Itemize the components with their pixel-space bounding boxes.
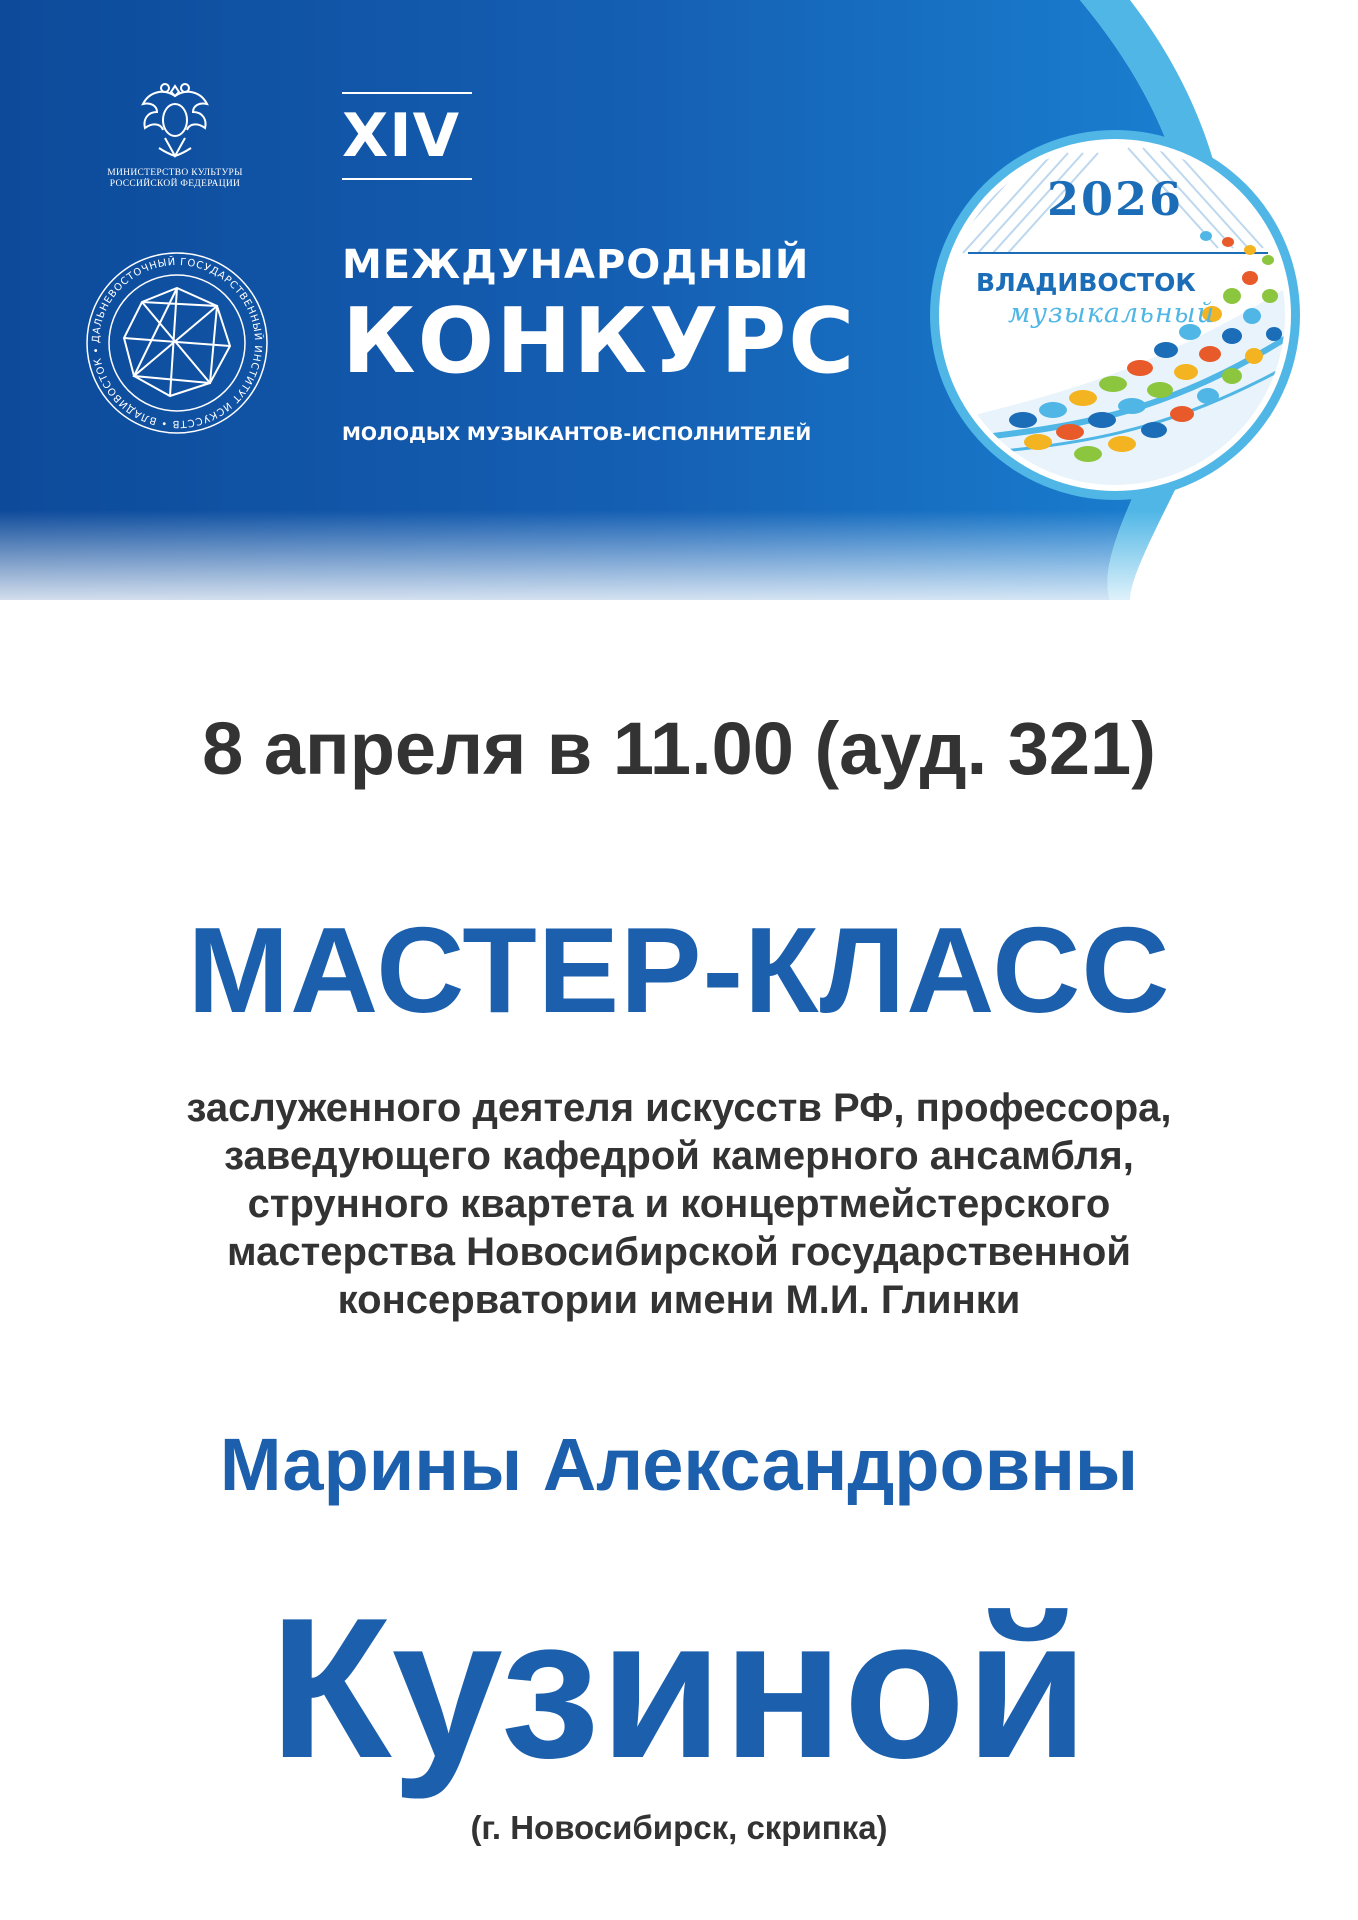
description-line-1: заслуженного деятеля искусств РФ, профессора, bbox=[186, 1086, 1172, 1130]
divider-bottom bbox=[342, 178, 472, 180]
institute-logo-icon bbox=[82, 248, 272, 438]
institute-ring-text: ДАЛЬНЕВОСТОЧНЫЙ ГОСУДАРСТВЕННЫЙ ИНСТИТУТ ИСКУССТВ • ВЛАДИВОСТОК • bbox=[90, 256, 264, 430]
emblem-tagline: музыкальный bbox=[1008, 298, 1216, 329]
title-contest: КОНКУРС bbox=[342, 289, 857, 394]
edition-number: XIV bbox=[342, 101, 461, 171]
event-datetime: 8 апреля в 11.00 (ауд. 321) bbox=[202, 707, 1156, 790]
emblem-year: 2026 bbox=[1046, 172, 1184, 226]
description-line-2: заведующего кафедрой камерного ансамбля, bbox=[224, 1134, 1134, 1178]
header-banner bbox=[0, 0, 1358, 620]
emblem-city: ВЛАДИВОСТОК bbox=[976, 268, 1196, 297]
presenter-given-name: Марины Александровны bbox=[219, 1423, 1139, 1506]
vladivostok-emblem bbox=[928, 128, 1302, 502]
presenter-description bbox=[0, 1084, 1358, 1324]
ministry-label-line2: РОССИЙСКОЙ ФЕДЕРАЦИИ bbox=[109, 179, 241, 189]
title-subtitle: МОЛОДЫХ МУЗЫКАНТОВ-ИСПОЛНИТЕЛЕЙ bbox=[342, 423, 812, 445]
eagle-crest-icon bbox=[135, 78, 215, 164]
presenter-location-note: (г. Новосибирск, скрипка) bbox=[470, 1809, 888, 1846]
event-kind-heading: МАСТЕР-КЛАСС bbox=[187, 902, 1171, 1038]
ministry-logo bbox=[100, 78, 250, 190]
description-line-3: струнного квартета и концертмейстерского bbox=[247, 1182, 1111, 1226]
title-international: МЕЖДУНАРОДНЫЙ bbox=[342, 242, 810, 288]
description-line-5: консерватории имени М.И. Глинки bbox=[337, 1278, 1021, 1322]
presenter-family-name: Кузиной bbox=[269, 1577, 1089, 1800]
ministry-label-line1: МИНИСТЕРСТВО КУЛЬТУРЫ bbox=[107, 168, 243, 178]
description-line-4: мастерства Новосибирской государственной bbox=[227, 1230, 1131, 1274]
contest-title-block bbox=[342, 92, 857, 445]
